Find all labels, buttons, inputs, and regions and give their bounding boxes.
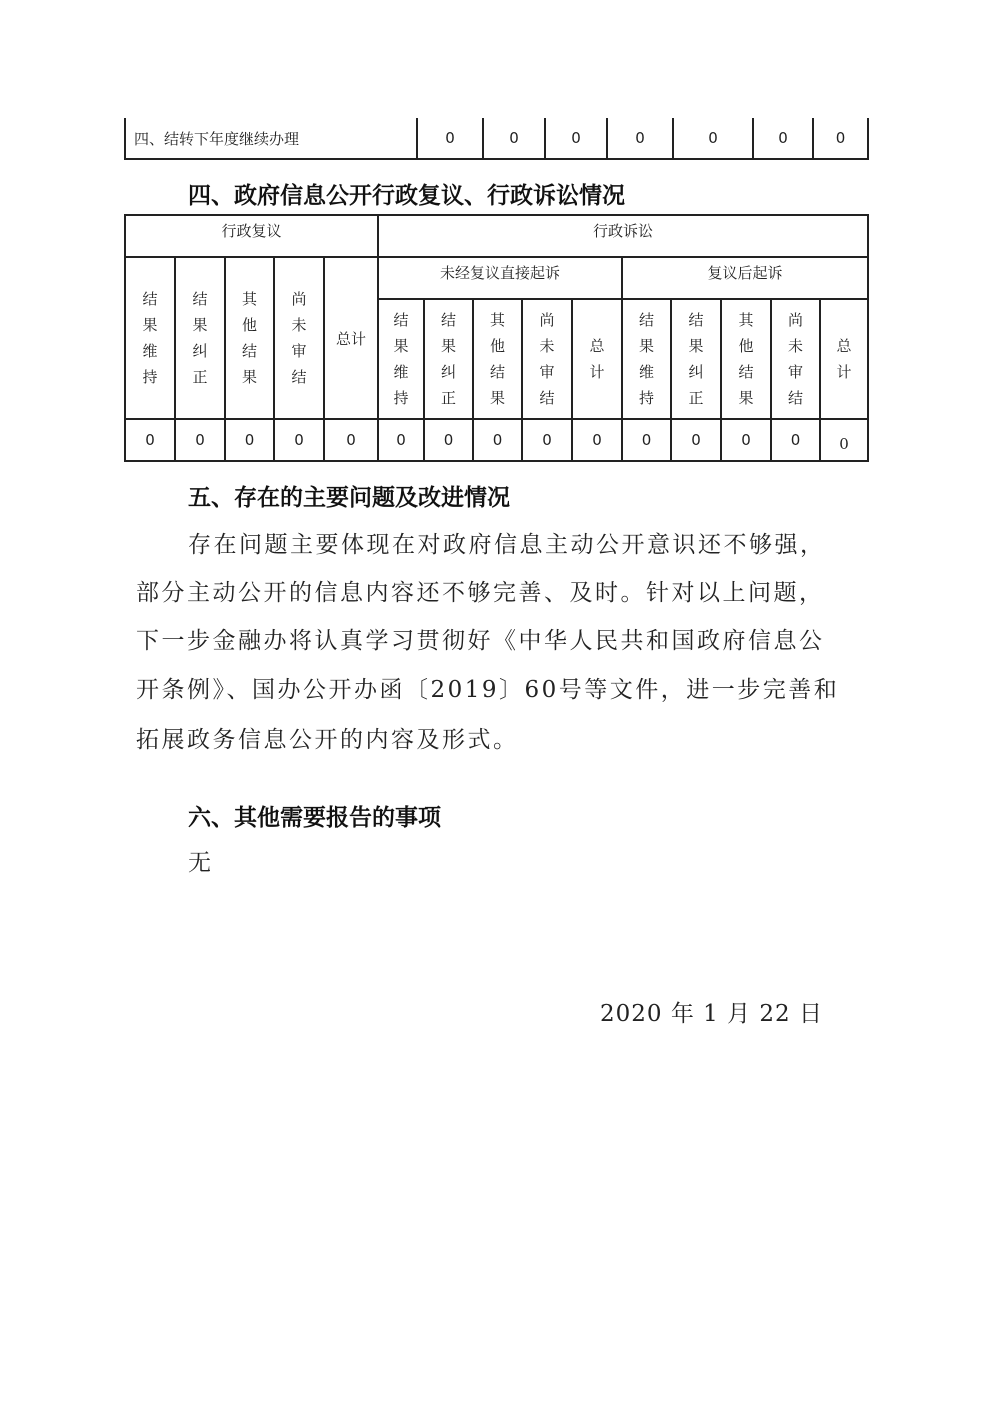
- review-col-header: 其他结果: [225, 257, 274, 419]
- review-value: 0: [225, 419, 274, 461]
- review-col-header: 结果纠正: [175, 257, 225, 419]
- after-col-header: 结果维持: [622, 299, 671, 419]
- after-col-header: 其他结果: [721, 299, 771, 419]
- direct-col-header: 尚未审结: [522, 299, 572, 419]
- section5-line: 开条例》、国办公开办函〔2019〕60号等文件，进一步完善和: [136, 677, 840, 703]
- review-value: 0: [125, 419, 175, 461]
- direct-col-header: 结果维持: [378, 299, 424, 419]
- after-value: 0: [820, 419, 868, 461]
- review-value: 0: [324, 419, 378, 461]
- review-value: 0: [274, 419, 324, 461]
- direct-col-header: 结果纠正: [424, 299, 473, 419]
- values-row: [125, 419, 868, 461]
- admin-litigation-header: 行政诉讼: [378, 215, 868, 257]
- review-value: 0: [175, 419, 225, 461]
- section6-title: 六、其他需要报告的事项: [188, 805, 441, 831]
- after-value: 0: [671, 419, 721, 461]
- review-col-header-total: 总计: [324, 257, 378, 419]
- carry-over-value: 0: [417, 118, 483, 159]
- direct-col-header: 总计: [572, 299, 622, 419]
- direct-value: 0: [473, 419, 522, 461]
- section5-line: 存在问题主要体现在对政府信息主动公开意识还不够强，: [188, 532, 826, 558]
- carry-over-table: [124, 118, 869, 160]
- section5-title: 五、存在的主要问题及改进情况: [188, 485, 510, 511]
- section5-line: 拓展政务信息公开的内容及形式。: [136, 727, 519, 753]
- carry-over-label: 四、结转下年度继续办理: [125, 118, 417, 159]
- admin-review-header: 行政复议: [125, 215, 378, 257]
- carry-over-value: 0: [673, 118, 753, 159]
- carry-over-value: 0: [483, 118, 545, 159]
- direct-value: 0: [522, 419, 572, 461]
- direct-value: 0: [572, 419, 622, 461]
- review-col-header: 结果维持: [125, 257, 175, 419]
- carry-over-value: 0: [813, 118, 868, 159]
- section6-body: 无: [188, 850, 214, 876]
- carry-over-value: 0: [607, 118, 673, 159]
- after-col-header: 总计: [820, 299, 868, 419]
- report-date: 2020 年 1 月 22 日: [600, 1001, 823, 1027]
- after-review-suit-header: 复议后起诉: [622, 257, 868, 299]
- after-col-header: 尚未审结: [771, 299, 820, 419]
- carry-over-row: [125, 118, 868, 159]
- after-value: 0: [721, 419, 771, 461]
- direct-value: 0: [424, 419, 473, 461]
- direct-value: 0: [378, 419, 424, 461]
- direct-col-header: 其他结果: [473, 299, 522, 419]
- after-col-header: 结果纠正: [671, 299, 721, 419]
- carry-over-value: 0: [545, 118, 607, 159]
- direct-suit-header: 未经复议直接起诉: [378, 257, 622, 299]
- section4-title: 四、政府信息公开行政复议、行政诉讼情况: [188, 183, 625, 209]
- review-col-header: 尚未审结: [274, 257, 324, 419]
- after-value: 0: [771, 419, 820, 461]
- section5-line: 部分主动公开的信息内容还不够完善、及时。针对以上问题，: [136, 580, 825, 606]
- carry-over-value: 0: [753, 118, 813, 159]
- after-value: 0: [622, 419, 671, 461]
- section5-line: 下一步金融办将认真学习贯彻好《中华人民共和国政府信息公: [136, 628, 825, 654]
- review-litigation-table: [124, 214, 869, 462]
